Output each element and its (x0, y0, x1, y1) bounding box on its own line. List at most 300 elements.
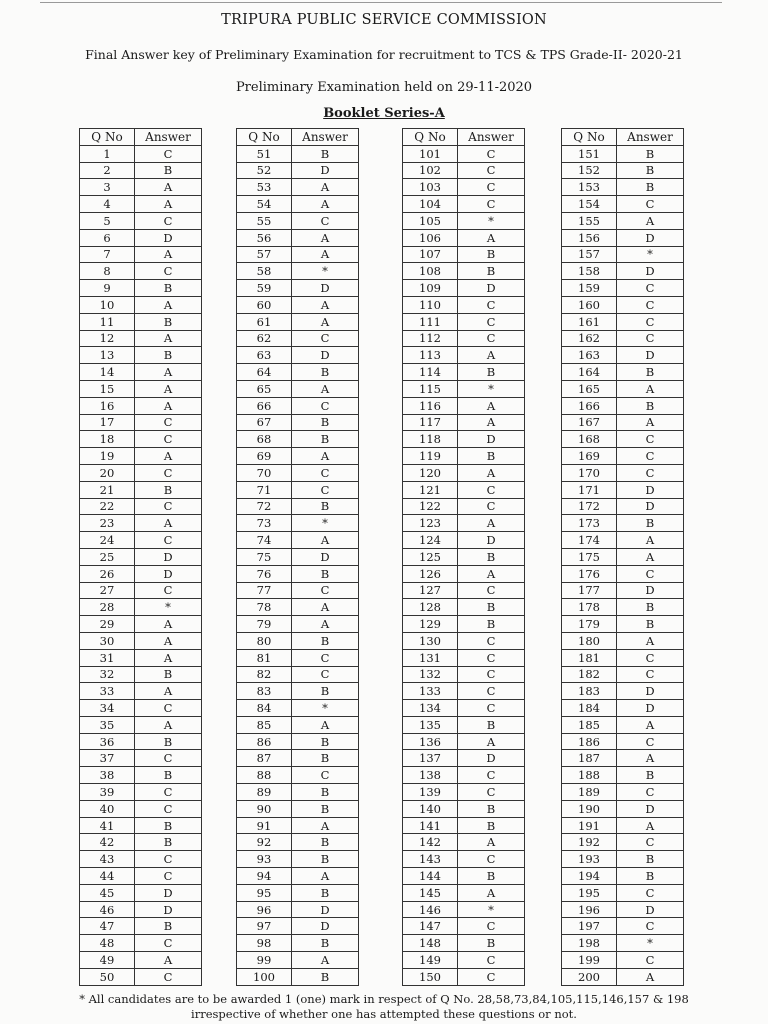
question-number: 183 (562, 683, 617, 700)
table-row (237, 968, 359, 985)
question-number: 24 (80, 532, 135, 549)
answer-cell: C (135, 263, 202, 280)
table-row (80, 767, 202, 784)
table-row (237, 935, 359, 952)
answer-cell: B (292, 750, 359, 767)
answer-cell: A (617, 548, 684, 565)
answer-cell: D (617, 498, 684, 515)
table-row (562, 733, 684, 750)
answer-cell: D (458, 750, 525, 767)
answer-cell: A (617, 212, 684, 229)
table-row (237, 212, 359, 229)
question-number: 115 (403, 380, 458, 397)
question-number: 177 (562, 582, 617, 599)
answer-cell: C (617, 884, 684, 901)
answer-cell: D (458, 532, 525, 549)
question-number: 161 (562, 313, 617, 330)
question-number: 137 (403, 750, 458, 767)
answer-cell: A (292, 868, 359, 885)
answer-cell: B (458, 364, 525, 381)
question-number: 107 (403, 246, 458, 263)
answer-cell: C (617, 464, 684, 481)
question-number: 120 (403, 464, 458, 481)
table-row (237, 179, 359, 196)
answer-cell: D (135, 884, 202, 901)
question-number: 27 (80, 582, 135, 599)
table-row (237, 162, 359, 179)
answer-cell: B (292, 364, 359, 381)
question-number: 34 (80, 700, 135, 717)
answer-cell: A (617, 632, 684, 649)
answer-cell: B (617, 145, 684, 162)
top-rule (40, 2, 722, 3)
answer-cell: B (617, 868, 684, 885)
table-row (80, 347, 202, 364)
question-number: 58 (237, 263, 292, 280)
table-row (237, 632, 359, 649)
answer-cell: C (135, 431, 202, 448)
table-header-row (562, 129, 684, 146)
question-number: 3 (80, 179, 135, 196)
question-number: 187 (562, 750, 617, 767)
answer-cell: B (617, 599, 684, 616)
answer-cell: C (458, 666, 525, 683)
table-row (237, 548, 359, 565)
answer-cell: C (292, 397, 359, 414)
table-row (237, 700, 359, 717)
question-number: 157 (562, 246, 617, 263)
question-number: 169 (562, 448, 617, 465)
question-number: 14 (80, 364, 135, 381)
answer-cell: C (135, 498, 202, 515)
question-number: 162 (562, 330, 617, 347)
question-number: 121 (403, 481, 458, 498)
question-number: 142 (403, 834, 458, 851)
question-number: 189 (562, 784, 617, 801)
answer-cell: A (458, 414, 525, 431)
table-row (562, 884, 684, 901)
table-row (562, 952, 684, 969)
table-row (237, 800, 359, 817)
answer-cell: B (458, 263, 525, 280)
answer-cell: * (135, 599, 202, 616)
answer-cell: C (292, 649, 359, 666)
question-number: 93 (237, 851, 292, 868)
table-row (80, 431, 202, 448)
answer-cell: C (135, 700, 202, 717)
answer-cell: A (292, 817, 359, 834)
answer-cell: * (458, 212, 525, 229)
question-number: 17 (80, 414, 135, 431)
answer-cell: A (135, 683, 202, 700)
table-row (403, 263, 525, 280)
question-number: 65 (237, 380, 292, 397)
answer-cell: B (135, 313, 202, 330)
answer-cell: D (292, 162, 359, 179)
question-number: 35 (80, 716, 135, 733)
question-number: 88 (237, 767, 292, 784)
question-number: 53 (237, 179, 292, 196)
table-row (403, 632, 525, 649)
question-number: 155 (562, 212, 617, 229)
answer-cell: A (292, 313, 359, 330)
question-number: 4 (80, 196, 135, 213)
question-number: 40 (80, 800, 135, 817)
answer-cell: A (135, 330, 202, 347)
question-number: 140 (403, 800, 458, 817)
answer-cell: B (292, 414, 359, 431)
table-row (562, 582, 684, 599)
question-number: 69 (237, 448, 292, 465)
table-row (403, 851, 525, 868)
answer-cell: D (617, 901, 684, 918)
table-row (80, 968, 202, 985)
table-row (80, 817, 202, 834)
question-number: 60 (237, 296, 292, 313)
table-row (562, 246, 684, 263)
table-row (403, 431, 525, 448)
table-row (80, 716, 202, 733)
table-row (80, 683, 202, 700)
table-row (237, 616, 359, 633)
answer-cell: B (617, 767, 684, 784)
question-number: 37 (80, 750, 135, 767)
table-row (80, 582, 202, 599)
answer-cell: C (135, 145, 202, 162)
table-row (403, 548, 525, 565)
table-row (403, 397, 525, 414)
question-number: 30 (80, 632, 135, 649)
answer-cell: C (458, 296, 525, 313)
table-row (237, 901, 359, 918)
question-number: 124 (403, 532, 458, 549)
answer-cell: B (135, 817, 202, 834)
question-number: 141 (403, 817, 458, 834)
question-number: 16 (80, 397, 135, 414)
question-number: 92 (237, 834, 292, 851)
answer-cell: A (135, 296, 202, 313)
answer-cell: A (617, 716, 684, 733)
question-number: 116 (403, 397, 458, 414)
answer-cell: C (135, 800, 202, 817)
question-number: 180 (562, 632, 617, 649)
question-number: 144 (403, 868, 458, 885)
answer-cell: A (617, 817, 684, 834)
answer-cell: C (617, 196, 684, 213)
question-number: 168 (562, 431, 617, 448)
answer-cell: C (458, 683, 525, 700)
question-number: 22 (80, 498, 135, 515)
table-row (80, 246, 202, 263)
table-row (80, 330, 202, 347)
table-row (562, 666, 684, 683)
question-number: 47 (80, 918, 135, 935)
question-number: 148 (403, 935, 458, 952)
answer-cell: B (617, 397, 684, 414)
table-row (403, 364, 525, 381)
table-row (237, 532, 359, 549)
question-number: 79 (237, 616, 292, 633)
table-row (403, 246, 525, 263)
question-number: 114 (403, 364, 458, 381)
table-row (80, 162, 202, 179)
answer-cell: B (458, 448, 525, 465)
table-row (562, 481, 684, 498)
table-row (403, 666, 525, 683)
question-number: 113 (403, 347, 458, 364)
answer-cell: C (135, 532, 202, 549)
answer-cell: A (135, 716, 202, 733)
footnote-line-1: * All candidates are to be awarded 1 (one) mark in respect of Q No. 28,58,73,84,105,115,146,157 & 198 (79, 992, 689, 1006)
table-row (80, 750, 202, 767)
question-number: 131 (403, 649, 458, 666)
answer-cell: C (458, 330, 525, 347)
answer-cell: * (617, 935, 684, 952)
table-row (237, 649, 359, 666)
answer-cell: C (135, 851, 202, 868)
table-row (80, 632, 202, 649)
table-row (403, 935, 525, 952)
table-row (80, 414, 202, 431)
table-row (403, 565, 525, 582)
answer-cell: B (617, 851, 684, 868)
table-row (80, 498, 202, 515)
table-row (403, 582, 525, 599)
question-number: 111 (403, 313, 458, 330)
table-header-row (237, 129, 359, 146)
table-row (562, 716, 684, 733)
table-row (403, 380, 525, 397)
question-number: 198 (562, 935, 617, 952)
answer-cell: D (458, 431, 525, 448)
answer-cell: C (458, 784, 525, 801)
question-number: 159 (562, 280, 617, 297)
question-number: 73 (237, 515, 292, 532)
question-number: 179 (562, 616, 617, 633)
qno-header: Q No (80, 129, 135, 146)
table-row (562, 565, 684, 582)
table-row (403, 700, 525, 717)
table-row (403, 800, 525, 817)
question-number: 2 (80, 162, 135, 179)
answer-cell: A (617, 380, 684, 397)
table-row (403, 347, 525, 364)
table-row (237, 733, 359, 750)
question-number: 102 (403, 162, 458, 179)
table-row (237, 784, 359, 801)
question-number: 59 (237, 280, 292, 297)
answer-cell: D (292, 918, 359, 935)
question-number: 12 (80, 330, 135, 347)
answer-cell: A (135, 448, 202, 465)
question-number: 10 (80, 296, 135, 313)
question-number: 127 (403, 582, 458, 599)
question-number: 122 (403, 498, 458, 515)
table-row (80, 834, 202, 851)
table-row (80, 448, 202, 465)
question-number: 129 (403, 616, 458, 633)
table-row (237, 952, 359, 969)
table-row (562, 313, 684, 330)
answer-cell: * (292, 700, 359, 717)
answer-cell: B (458, 868, 525, 885)
answer-cell: C (292, 481, 359, 498)
question-number: 54 (237, 196, 292, 213)
answer-cell: D (135, 565, 202, 582)
table-row (80, 380, 202, 397)
question-number: 125 (403, 548, 458, 565)
answer-cell: B (458, 548, 525, 565)
question-number: 67 (237, 414, 292, 431)
answer-cell: A (135, 179, 202, 196)
question-number: 175 (562, 548, 617, 565)
answer-cell: C (458, 767, 525, 784)
question-number: 103 (403, 179, 458, 196)
answer-cell: B (292, 632, 359, 649)
table-row (403, 834, 525, 851)
answer-cell: A (292, 599, 359, 616)
qno-header: Q No (562, 129, 617, 146)
question-number: 197 (562, 918, 617, 935)
table-row (562, 498, 684, 515)
table-row (80, 481, 202, 498)
question-number: 96 (237, 901, 292, 918)
answer-cell: B (458, 616, 525, 633)
question-number: 134 (403, 700, 458, 717)
table-row (562, 868, 684, 885)
table-row (80, 515, 202, 532)
table-row (237, 397, 359, 414)
table-row (237, 817, 359, 834)
question-number: 132 (403, 666, 458, 683)
answer-cell: A (135, 515, 202, 532)
answer-cell: C (617, 649, 684, 666)
answer-table-4 (561, 128, 684, 986)
answer-cell: D (135, 901, 202, 918)
answer-cell: D (458, 280, 525, 297)
question-number: 143 (403, 851, 458, 868)
table-row (403, 733, 525, 750)
answer-cell: C (135, 868, 202, 885)
question-number: 7 (80, 246, 135, 263)
table-row (80, 851, 202, 868)
table-row (403, 414, 525, 431)
answer-cell: A (458, 515, 525, 532)
question-number: 194 (562, 868, 617, 885)
answer-cell: C (617, 296, 684, 313)
question-number: 160 (562, 296, 617, 313)
answer-cell: D (617, 800, 684, 817)
answer-cell: C (617, 565, 684, 582)
table-row (80, 364, 202, 381)
table-row (237, 280, 359, 297)
answer-cell: B (458, 817, 525, 834)
table-row (80, 313, 202, 330)
table-row (562, 935, 684, 952)
question-number: 77 (237, 582, 292, 599)
question-number: 64 (237, 364, 292, 381)
question-number: 139 (403, 784, 458, 801)
question-number: 55 (237, 212, 292, 229)
table-row (80, 884, 202, 901)
table-row (237, 448, 359, 465)
table-row (237, 498, 359, 515)
question-number: 150 (403, 968, 458, 985)
exam-date-line: Preliminary Examination held on 29-11-2020 (235, 80, 533, 95)
table-row (403, 196, 525, 213)
answer-cell: A (292, 716, 359, 733)
table-row (80, 145, 202, 162)
answer-cell: C (458, 481, 525, 498)
answer-cell: C (292, 330, 359, 347)
question-number: 48 (80, 935, 135, 952)
table-row (562, 145, 684, 162)
table-row (80, 666, 202, 683)
table-row (562, 380, 684, 397)
answer-cell: D (617, 700, 684, 717)
question-number: 156 (562, 229, 617, 246)
answer-cell: A (458, 565, 525, 582)
answer-cell: A (292, 229, 359, 246)
answer-cell: A (458, 733, 525, 750)
answer-cell: C (617, 666, 684, 683)
table-row (403, 330, 525, 347)
answer-cell: A (458, 229, 525, 246)
table-row (80, 532, 202, 549)
table-row (80, 397, 202, 414)
answer-cell: A (292, 179, 359, 196)
answer-cell: B (292, 800, 359, 817)
question-number: 184 (562, 700, 617, 717)
answer-cell: A (617, 968, 684, 985)
answer-cell: * (458, 901, 525, 918)
question-number: 106 (403, 229, 458, 246)
table-row (237, 246, 359, 263)
table-row (403, 716, 525, 733)
qno-header: Q No (403, 129, 458, 146)
table-header-row (403, 129, 525, 146)
answer-cell: C (458, 851, 525, 868)
question-number: 44 (80, 868, 135, 885)
table-row (403, 280, 525, 297)
answer-cell: D (292, 548, 359, 565)
answer-cell: A (617, 532, 684, 549)
question-number: 41 (80, 817, 135, 834)
question-number: 147 (403, 918, 458, 935)
question-number: 172 (562, 498, 617, 515)
answer-cell: C (135, 414, 202, 431)
answer-cell: B (458, 935, 525, 952)
table-row (237, 599, 359, 616)
question-number: 112 (403, 330, 458, 347)
answer-cell: A (135, 364, 202, 381)
answer-cell: B (292, 884, 359, 901)
table-row (562, 700, 684, 717)
table-row (403, 968, 525, 985)
table-row (562, 464, 684, 481)
table-row (403, 229, 525, 246)
table-row (80, 599, 202, 616)
table-row (237, 582, 359, 599)
question-number: 136 (403, 733, 458, 750)
question-number: 146 (403, 901, 458, 918)
answer-cell: A (292, 448, 359, 465)
question-number: 89 (237, 784, 292, 801)
question-number: 128 (403, 599, 458, 616)
answer-cell: C (458, 196, 525, 213)
answer-cell: D (135, 229, 202, 246)
question-number: 71 (237, 481, 292, 498)
